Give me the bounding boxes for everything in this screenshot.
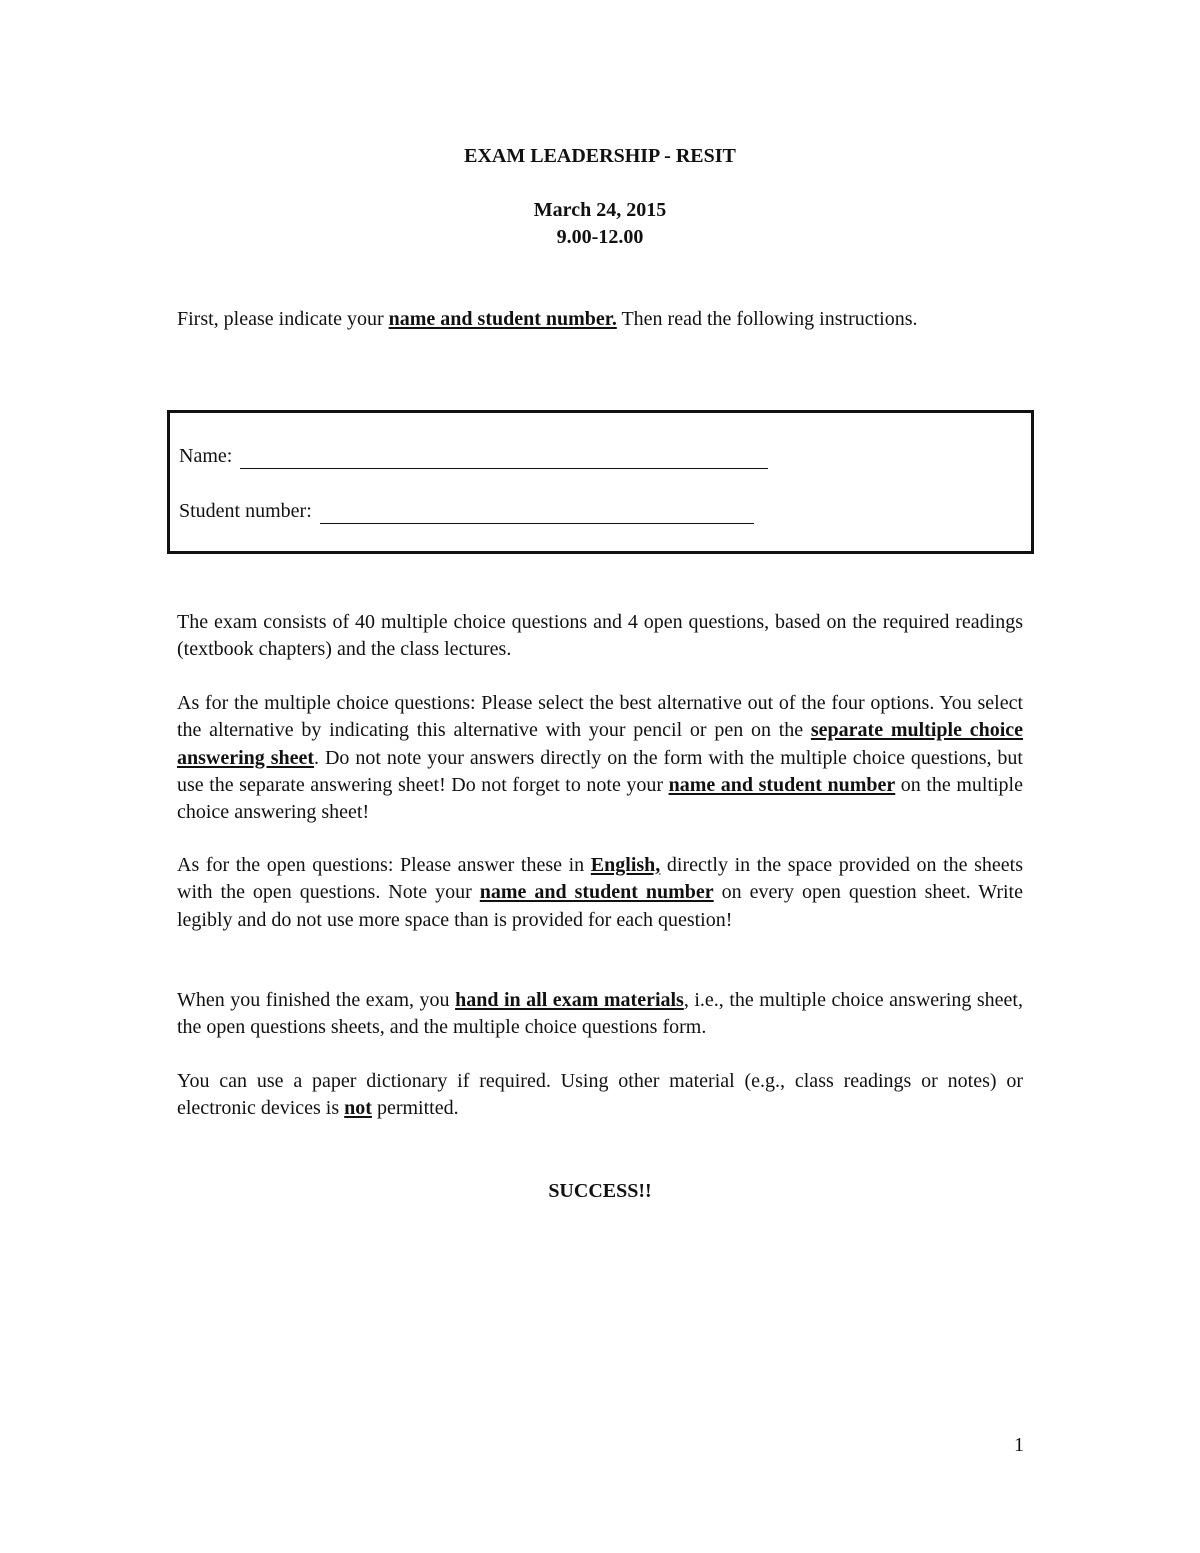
student-number-row [179, 498, 754, 524]
materials-emphasis-not: not [344, 1097, 372, 1120]
oq-text-2: directly in the space provided on the sheets with the open questions. Note your [177, 854, 1023, 904]
oq-text-1: As for the open questions: Please answer these in [177, 854, 591, 876]
mc-text-1: As for the multiple choice questions: Please select the best alternative out of the four options. You select the alternative by indicating this alternative with your pencil or pen on the [177, 692, 1023, 742]
page-number: 1 [1014, 1434, 1024, 1456]
exam-date: March 24, 2015 [533, 199, 667, 221]
oq-emphasis-name: name and student number [479, 881, 714, 904]
hand-in-instructions [177, 987, 1023, 1042]
intro-text-before: First, please indicate your [177, 308, 389, 330]
name-field[interactable] [240, 448, 768, 469]
intro-emphasis: name and student number. [388, 308, 617, 330]
intro-text-after: Then read the following instructions. [616, 308, 918, 330]
name-label: Name: [179, 445, 233, 467]
exam-time: 9.00-12.00 [556, 226, 644, 248]
oq-text-3: on every open question sheet. Write legibly and do not use more space than is provided for each question! [177, 881, 1023, 931]
exam-composition-paragraph: The exam consists of 40 multiple choice questions and 4 open questions, based on the required readings (textbook chapters) and the class lectures. [177, 611, 1023, 661]
mc-text-3: on the multiple choice answering sheet! [177, 773, 1023, 824]
mc-emphasis-name: name and student number [668, 773, 896, 796]
multiple-choice-instructions [177, 690, 1023, 826]
name-row [179, 443, 768, 469]
hand-in-text-2: , i.e., the multiple choice answering sheet, the open questions sheets, and the multiple choice questions form. [177, 989, 1023, 1039]
student-number-field[interactable] [320, 503, 754, 524]
hand-in-text-1: When you finished the exam, you [177, 989, 456, 1011]
student-info-box [167, 410, 1034, 554]
mc-text-2: . Do not note your answers directly on the form with the multiple choice questions, but use the separate answering sheet! Do not forget to note your [177, 746, 1023, 796]
materials-instructions [177, 1068, 1023, 1123]
exam-title: EXAM LEADERSHIP - RESIT [464, 145, 736, 167]
student-number-label: Student number: [179, 500, 312, 522]
materials-text-2: permitted. [371, 1097, 459, 1120]
oq-emphasis-english: English, [590, 854, 661, 876]
mc-emphasis-answer-sheet: separate multiple choice answering sheet [177, 719, 1024, 769]
open-questions-instructions [177, 852, 1023, 934]
materials-text-1: You can use a paper dictionary if required. Using other material (e.g., class readings or notes) or electronic devices is [177, 1070, 1023, 1120]
hand-in-emphasis: hand in all exam materials [455, 989, 684, 1011]
closing-message: SUCCESS!! [548, 1180, 652, 1202]
intro-paragraph [177, 306, 1023, 333]
